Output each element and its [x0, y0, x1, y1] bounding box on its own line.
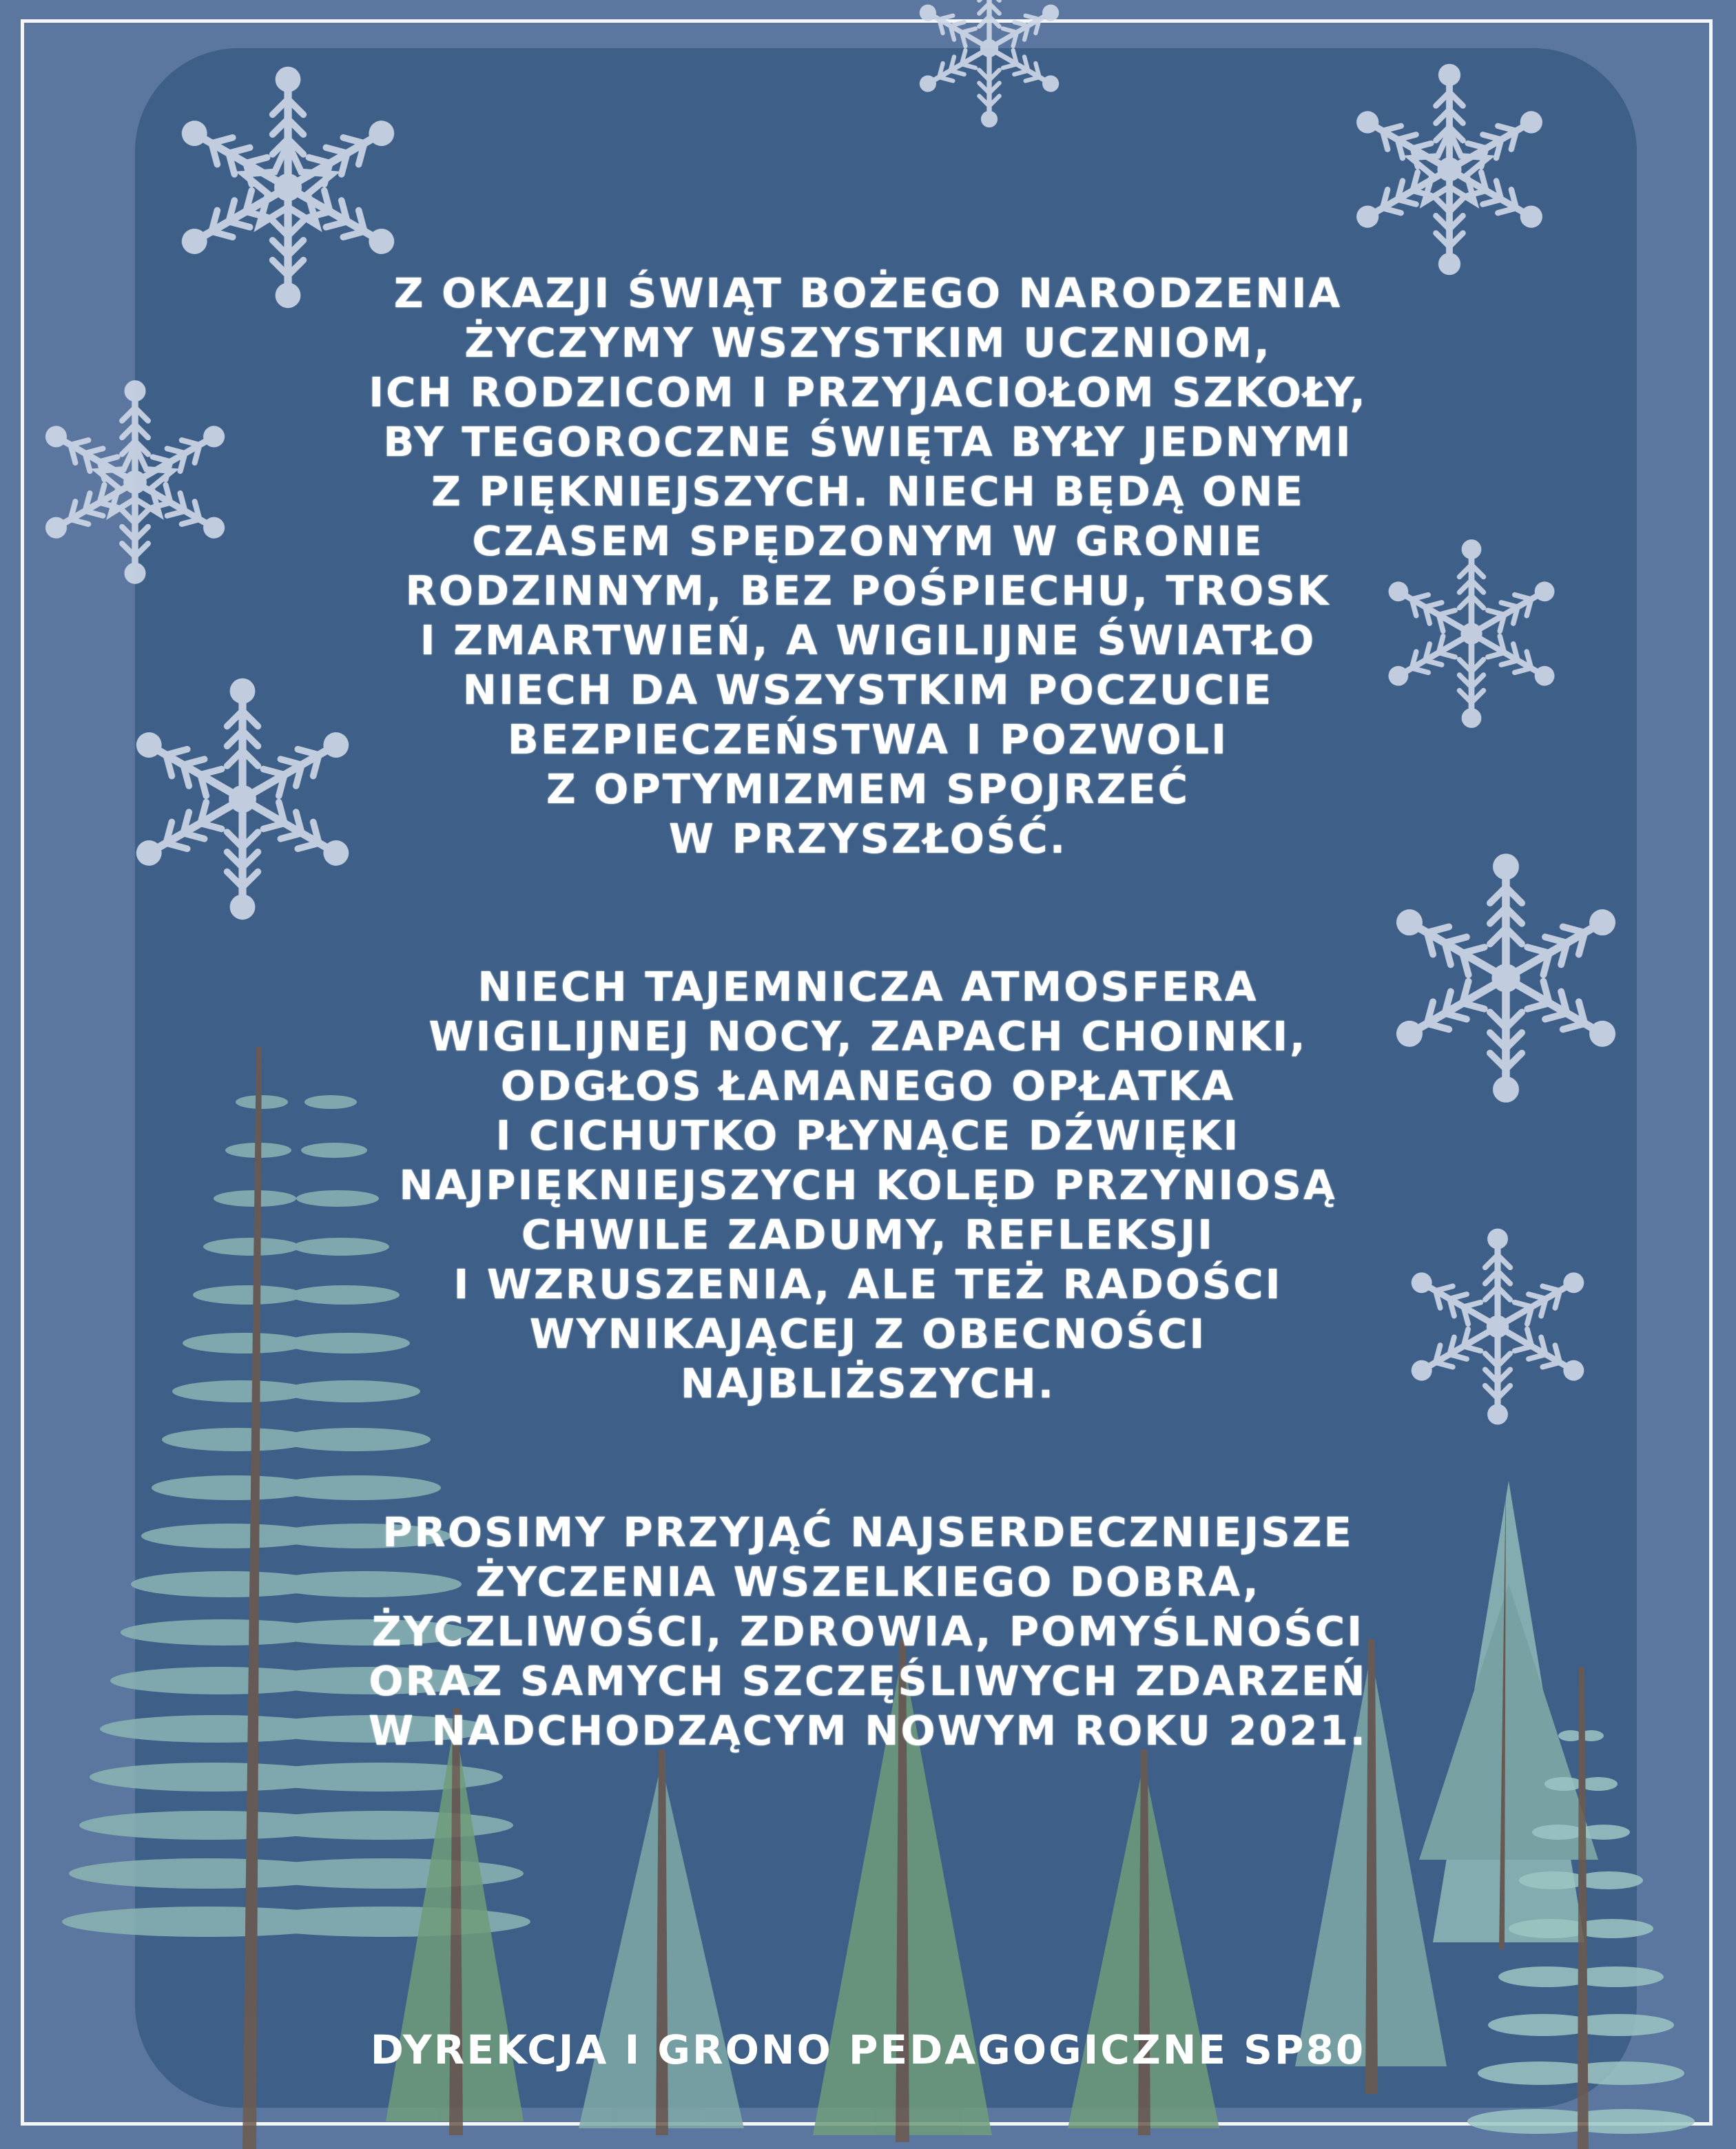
greeting-line: RODZINNYM, BEZ POŚPIECHU, TROSK [405, 567, 1331, 614]
greeting-line: ŻYCZENIA WSZELKIEGO DOBRA, [475, 1558, 1261, 1606]
greeting-line: W NADCHODZĄCYM NOWYM ROKU 2021. [368, 1707, 1368, 1754]
greeting-line: ŻYCZLIWOŚCI, ZDROWIA, POMYŚLNOŚCI [371, 1608, 1365, 1655]
signature: DYREKCJA I GRONO PEDAGOGICZNE SP80 [370, 2026, 1366, 2073]
greeting-text [220, 269, 1516, 1756]
greeting-line: WIGILIJNEJ NOCY, ZAPACH CHOINKI, [428, 1013, 1308, 1060]
greeting-line: I WZRUSZENIA, ALE TEŻ RADOŚCI [453, 1260, 1283, 1308]
greeting-line: NAJPIĘKNIEJSZYCH KOLĘD PRZYNIOSĄ [399, 1161, 1337, 1209]
greeting-line: BY TEGOROCZNE ŚWIĘTA BYŁY JEDNYMI [383, 418, 1353, 466]
snowflake-icon [916, 0, 1063, 127]
fir-tree-icon [579, 1750, 744, 2135]
greeting-line: ŻYCZYMY WSZYSTKIM UCZNIOM, [464, 319, 1272, 366]
greeting-line: ICH RODZICOM I PRZYJACIOŁOM SZKOŁY, [369, 368, 1367, 416]
greeting-paragraph-3 [220, 1508, 1516, 1756]
snowflake-icon [41, 381, 229, 583]
greeting-line: NIECH DA WSZYSTKIM POCZUCIE [462, 666, 1274, 714]
greeting-line: Z PIĘKNIEJSZYCH. NIECH BĘDĄ ONE [431, 468, 1305, 515]
greeting-line: NAJBLIŻSZYCH. [680, 1360, 1056, 1407]
snowflake-icon [1352, 64, 1547, 274]
greeting-paragraph-2 [220, 962, 1516, 1409]
greeting-line: I CICHUTKO PŁYNĄCE DŹWIĘKI [495, 1112, 1241, 1159]
greeting-line: WYNIKAJĄCEJ Z OBECNOŚCI [529, 1310, 1207, 1358]
greeting-line: BEZPIECZEŃSTWA I POZWOLI [507, 716, 1229, 763]
greeting-line: ODGŁOS ŁAMANEGO OPŁATKA [500, 1062, 1236, 1110]
greeting-line: CZASEM SPĘDZONYM W GRONIE [472, 517, 1264, 565]
greeting-line: I ZMARTWIEŃ, A WIGILIJNE ŚWIATŁO [420, 616, 1316, 664]
greeting-paragraph-1 [220, 269, 1516, 864]
greeting-line: PROSIMY PRZYJĄĆ NAJSERDECZNIEJSZE [382, 1508, 1354, 1556]
greeting-line: W PRZYSZŁOŚĆ. [668, 815, 1068, 862]
greeting-line: CHWILE ZADUMY, REFLEKSJI [521, 1211, 1215, 1258]
greeting-line: ORAZ SAMYCH SZCZĘŚLIWYCH ZDARZEŃ [369, 1657, 1367, 1705]
greeting-line: NIECH TAJEMNICZA ATMOSFERA [477, 963, 1259, 1010]
greeting-line: Z OKAZJI ŚWIĄT BOŻEGO NARODZENIA [393, 269, 1343, 317]
greeting-line: Z OPTYMIZMEM SPOJRZEĆ [546, 765, 1190, 813]
fir-tree-icon [1068, 1750, 1219, 2135]
